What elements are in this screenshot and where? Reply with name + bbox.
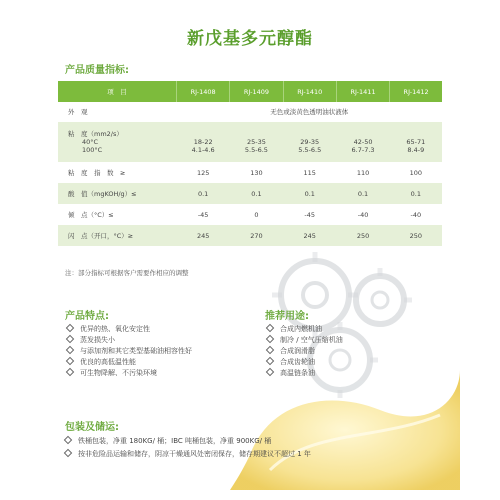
viscosity-cell [230,122,283,162]
viscosity-100-value: 6.7-7.3 [351,146,375,154]
viscosity-100-value: 5.5-6.5 [298,146,322,154]
row-label: 粘 度 指 数 ≥ [68,168,126,177]
diamond-bullet-icon [266,324,274,332]
table-header-rj1410: RJ-1410 [283,81,336,102]
table-cell: 250 [390,225,442,246]
diamond-bullet-icon [66,346,74,354]
table-row-viscosity [58,122,442,162]
row-label-appearance: 外 观 [68,108,88,116]
viscosity-40c-label: 40°C [82,138,99,146]
viscosity-100-value: 8.4-9 [407,146,425,154]
table-cell: 250 [336,225,389,246]
table-cell: 0.1 [177,183,230,204]
table-header-item: 项 目 [58,81,177,102]
viscosity-cell [336,122,389,162]
list-item-text: 可生物降解、不污染环境 [80,369,157,377]
viscosity-cell [283,122,336,162]
table-header-rj1411: RJ-1411 [336,81,389,102]
packaging-list [65,435,311,461]
table-row-pour-point [58,204,442,225]
viscosity-40-value: 25-35 [247,138,266,146]
diamond-bullet-icon [266,346,274,354]
table-cell: 270 [230,225,283,246]
diamond-bullet-icon [64,436,72,444]
diamond-bullet-icon [66,335,74,343]
table-cell: 125 [196,168,210,177]
diamond-bullet-icon [66,357,74,365]
list-item [267,368,343,379]
diamond-bullet-icon [66,368,74,376]
list-item [67,368,192,379]
viscosity-label: 粘 度（mm2/s） [68,130,123,138]
table-cell: -40 [410,210,422,219]
diamond-bullet-icon [266,368,274,376]
table-header-rj1409: RJ-1409 [230,81,283,102]
table-cell: 245 [283,225,336,246]
row-label: 闪 点（开口，°C）≥ [58,225,177,246]
list-item [67,357,192,368]
table-cell: 0.1 [390,183,442,204]
list-item-text: 铁桶包装，净重 180KG/ 桶；IBC 吨桶包装，净重 900KG/ 桶 [78,437,272,445]
list-item [267,357,343,368]
row-label: 倾 点（°C）≤ [68,210,114,219]
list-item [67,346,192,357]
table-row-acid-value [58,183,442,204]
appearance-value: 无色或淡黄色透明油状液体 [270,108,349,116]
table-cell: 100 [409,168,423,177]
viscosity-40-value: 65-71 [406,138,426,146]
table-header-rj1412: RJ-1412 [390,81,442,102]
diamond-bullet-icon [64,449,72,457]
list-item-text: 按非危险品运输和储存，阴凉干燥通风处密闭保存，储存期建议不超过 1 年 [78,450,311,458]
viscosity-cell [177,122,230,162]
list-item-text: 蒸发损失小 [80,336,115,344]
list-item-text: 高温链条油 [280,369,315,377]
features-title: 产品特点: [65,311,109,322]
list-item-text: 合成齿轮油 [280,358,315,366]
viscosity-100c-label: 100°C [82,146,103,154]
table-cell: -45 [197,210,209,219]
list-item-text: 合成润滑脂 [280,347,315,355]
list-item-text: 制冷 / 空气压缩机油 [280,336,343,344]
list-item-text: 优良的高低温性能 [80,358,136,366]
applications-list [267,324,343,379]
spec-table [58,81,442,246]
table-cell: -40 [357,210,369,219]
list-item-text: 合成内燃机油 [280,325,322,333]
table-cell: 0.1 [283,183,336,204]
table-cell: 110 [356,168,370,177]
table-cell: 0 [254,210,259,219]
features-list [67,324,192,379]
table-header-row [58,81,442,102]
list-item-text: 与添加剂和其它类型基础油相容性好 [80,347,192,355]
row-label: 酸 值（mgKOH/g）≤ [58,183,177,204]
viscosity-100-value: 4.1-4.6 [191,146,215,154]
diamond-bullet-icon [266,357,274,365]
list-item [67,324,192,335]
list-item [267,346,343,357]
diamond-bullet-icon [266,335,274,343]
viscosity-40-value: 29-35 [300,138,320,146]
list-item [267,324,343,335]
viscosity-40-value: 18-22 [193,138,213,146]
packaging-title: 包装及储运: [65,422,119,433]
list-item-text: 优异的热、氧化安定性 [80,325,150,333]
table-row-appearance [58,102,442,122]
viscosity-40-value: 42-50 [353,138,373,146]
table-cell: 245 [177,225,230,246]
applications-title: 推荐用途: [265,311,309,322]
row-label-viscosity [58,122,177,162]
list-item [67,335,192,346]
diamond-bullet-icon [66,324,74,332]
table-cell: -45 [304,210,316,219]
viscosity-cell [390,122,442,162]
table-note: 注：部分指标可根据客户需要作相应的调整 [65,269,189,277]
list-item [65,448,311,461]
table-cell: 130 [250,168,263,177]
table-header-rj1408: RJ-1408 [177,81,230,102]
table-cell: 0.1 [230,183,283,204]
table-cell: 0.1 [336,183,389,204]
list-item [65,435,311,448]
table-row-viscosity-index [58,162,442,183]
table-cell: 115 [303,168,316,177]
quality-section-title: 产品质量指标: [65,65,129,76]
viscosity-100-value: 5.5-6.5 [244,146,268,154]
page-title: 新戊基多元醇酯 [187,29,313,49]
list-item [267,335,343,346]
